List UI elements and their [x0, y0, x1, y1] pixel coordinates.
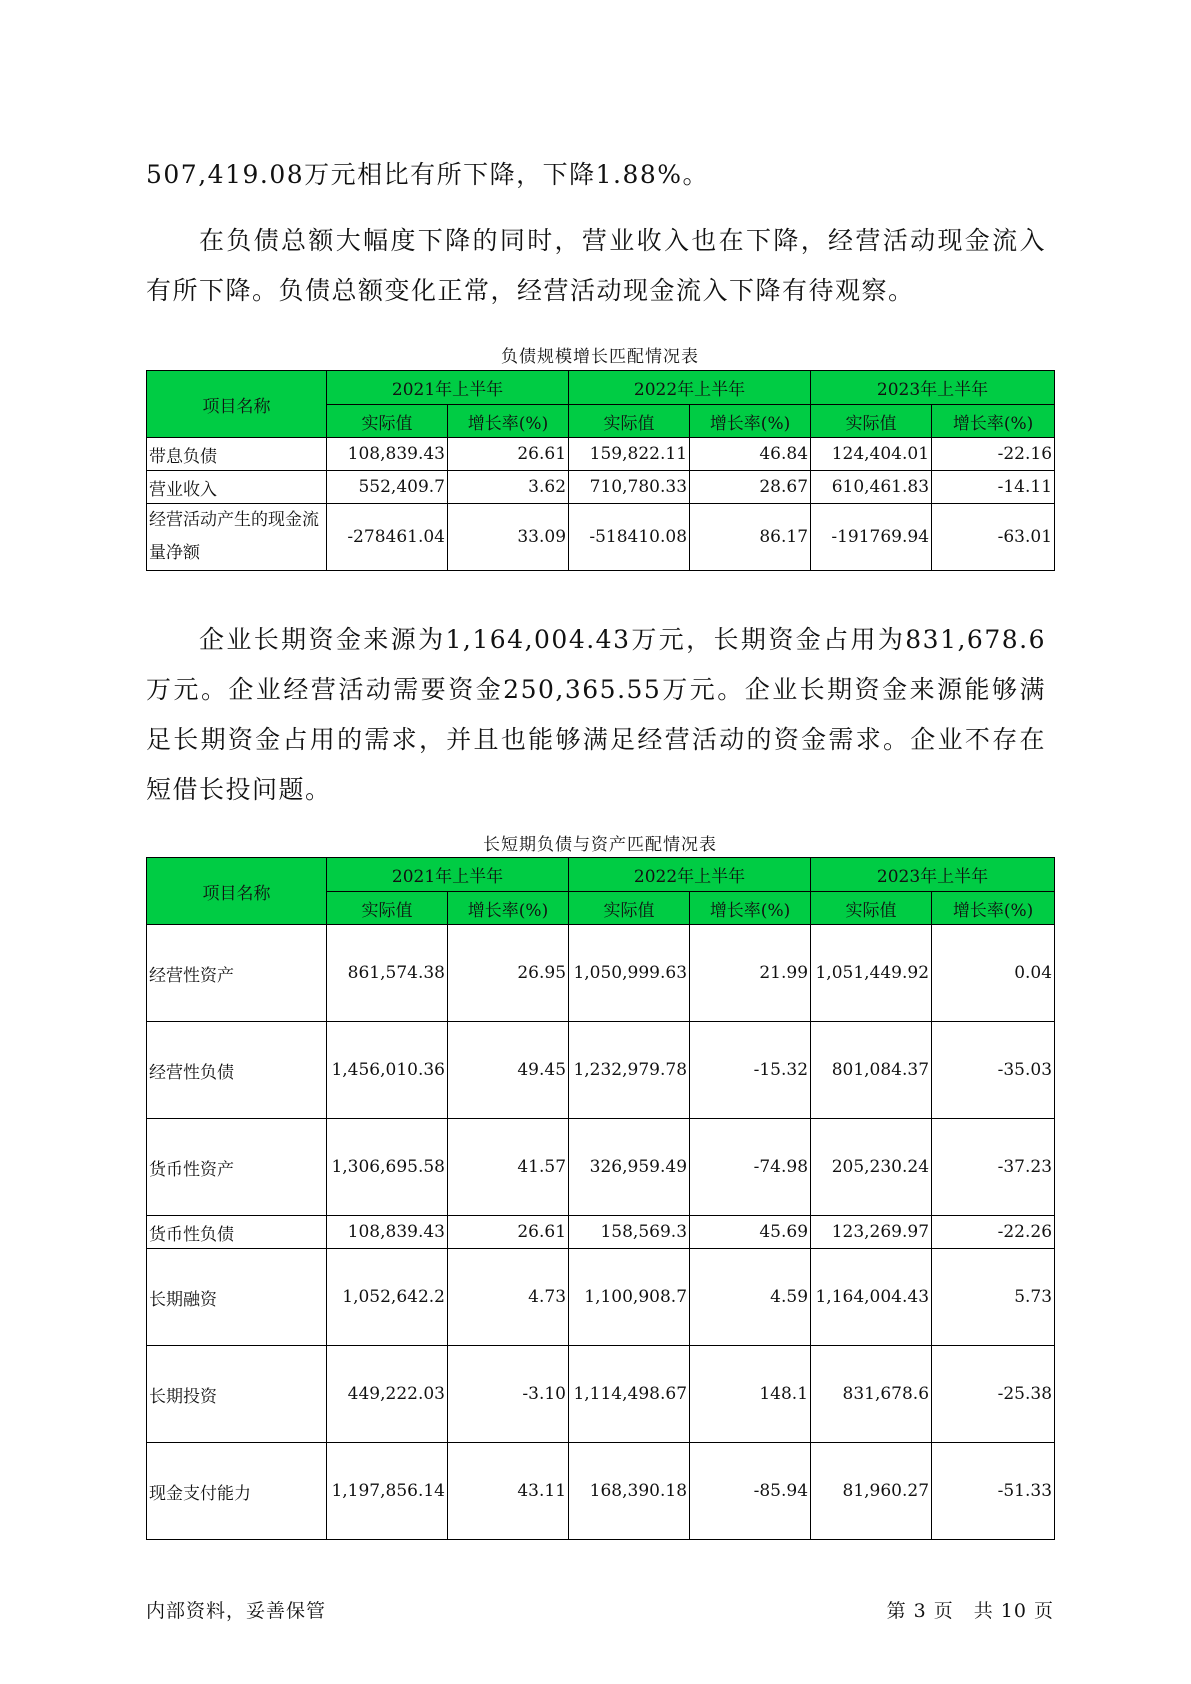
table-row	[147, 471, 1055, 504]
cell-value: -51.33	[932, 1443, 1055, 1540]
table-row	[147, 1216, 1055, 1249]
paragraph-3: 企业长期资金来源为1,164,004.43万元，长期资金占用为831,678.6万元。企业经营活动需要资金250,365.55万元。企业长期资金来源能够满足长期资金占用的需求，并且也能够满足经营活动的资金需求。企业不存在短借长投问题。	[146, 625, 1046, 804]
cell-value: 148.1	[690, 1346, 811, 1443]
header-growth: 增长率(%)	[690, 892, 811, 925]
cell-value: 3.62	[448, 471, 569, 504]
cell-value: -22.16	[932, 438, 1055, 471]
header-item-name: 项目名称	[147, 371, 327, 438]
cell-value: 108,839.43	[327, 1216, 448, 1249]
header-actual: 实际值	[811, 405, 932, 438]
row-name: 经营性资产	[147, 925, 327, 1022]
paragraph-2: 在负债总额大幅度下降的同时，营业收入也在下降，经营活动现金流入有所下降。负债总额变化正常，经营活动现金流入下降有待观察。	[146, 226, 1046, 305]
cell-value: 33.09	[448, 504, 569, 571]
cell-value: 1,197,856.14	[327, 1443, 448, 1540]
cell-value: 1,456,010.36	[327, 1022, 448, 1119]
cell-value: 26.61	[448, 438, 569, 471]
header-actual: 实际值	[569, 405, 690, 438]
header-year-2023: 2023年上半年	[811, 858, 1055, 892]
row-name: 经营活动产生的现金流量净额	[147, 504, 327, 571]
cell-value: 123,269.97	[811, 1216, 932, 1249]
cell-value: 449,222.03	[327, 1346, 448, 1443]
cell-value: 4.59	[690, 1249, 811, 1346]
header-growth: 增长率(%)	[690, 405, 811, 438]
cell-value: -14.11	[932, 471, 1055, 504]
cell-value: 326,959.49	[569, 1119, 690, 1216]
cell-value: 158,569.3	[569, 1216, 690, 1249]
cell-value: 5.73	[932, 1249, 1055, 1346]
cell-value: -35.03	[932, 1022, 1055, 1119]
paragraph-1: 507,419.08万元相比有所下降，下降1.88%。	[146, 160, 710, 189]
cell-value: -37.23	[932, 1119, 1055, 1216]
header-growth: 增长率(%)	[932, 892, 1055, 925]
row-name: 营业收入	[147, 471, 327, 504]
table-row	[147, 925, 1055, 1022]
cell-value: 43.11	[448, 1443, 569, 1540]
row-name: 带息负债	[147, 438, 327, 471]
cell-value: 46.84	[690, 438, 811, 471]
row-name: 经营性负债	[147, 1022, 327, 1119]
table-row	[147, 1443, 1055, 1540]
cell-value: -191769.94	[811, 504, 932, 571]
cell-value: 1,100,908.7	[569, 1249, 690, 1346]
cell-value: 710,780.33	[569, 471, 690, 504]
cell-value: 28.67	[690, 471, 811, 504]
cell-value: -518410.08	[569, 504, 690, 571]
cell-value: -22.26	[932, 1216, 1055, 1249]
table-row	[147, 504, 1055, 571]
cell-value: 1,050,999.63	[569, 925, 690, 1022]
header-year-2023: 2023年上半年	[811, 371, 1055, 405]
row-name: 货币性负债	[147, 1216, 327, 1249]
table1-caption: 负债规模增长匹配情况表	[501, 347, 699, 367]
cell-value: 108,839.43	[327, 438, 448, 471]
cell-value: -278461.04	[327, 504, 448, 571]
header-year-2022: 2022年上半年	[569, 371, 811, 405]
header-growth: 增长率(%)	[448, 892, 569, 925]
cell-value: -63.01	[932, 504, 1055, 571]
cell-value: 86.17	[690, 504, 811, 571]
cell-value: 831,678.6	[811, 1346, 932, 1443]
cell-value: 1,052,642.2	[327, 1249, 448, 1346]
table-row	[147, 438, 1055, 471]
cell-value: 45.69	[690, 1216, 811, 1249]
table2-caption: 长短期负债与资产匹配情况表	[483, 835, 717, 855]
cell-value: 41.57	[448, 1119, 569, 1216]
cell-value: -3.10	[448, 1346, 569, 1443]
header-growth: 增长率(%)	[448, 405, 569, 438]
cell-value: 26.61	[448, 1216, 569, 1249]
header-growth: 增长率(%)	[932, 405, 1055, 438]
cell-value: 168,390.18	[569, 1443, 690, 1540]
cell-value: 610,461.83	[811, 471, 932, 504]
cell-value: 861,574.38	[327, 925, 448, 1022]
header-year-2021: 2021年上半年	[327, 371, 569, 405]
cell-value: 0.04	[932, 925, 1055, 1022]
cell-value: 1,114,498.67	[569, 1346, 690, 1443]
cell-value: 159,822.11	[569, 438, 690, 471]
cell-value: -15.32	[690, 1022, 811, 1119]
cell-value: -85.94	[690, 1443, 811, 1540]
cell-value: -74.98	[690, 1119, 811, 1216]
cell-value: 801,084.37	[811, 1022, 932, 1119]
header-actual: 实际值	[327, 405, 448, 438]
cell-value: 1,232,979.78	[569, 1022, 690, 1119]
header-actual: 实际值	[569, 892, 690, 925]
footer-page-number: 第 3 页 共 10 页	[886, 1600, 1054, 1622]
cell-value: 205,230.24	[811, 1119, 932, 1216]
header-year-2021: 2021年上半年	[327, 858, 569, 892]
cell-value: 81,960.27	[811, 1443, 932, 1540]
long-short-term-match-table	[146, 857, 1055, 1540]
cell-value: 1,306,695.58	[327, 1119, 448, 1216]
cell-value: 1,164,004.43	[811, 1249, 932, 1346]
cell-value: 4.73	[448, 1249, 569, 1346]
cell-value: 1,051,449.92	[811, 925, 932, 1022]
cell-value: 49.45	[448, 1022, 569, 1119]
row-name: 长期投资	[147, 1346, 327, 1443]
table-row	[147, 1346, 1055, 1443]
header-actual: 实际值	[811, 892, 932, 925]
footer-left: 内部资料，妥善保管	[146, 1600, 327, 1622]
row-name: 货币性资产	[147, 1119, 327, 1216]
table-row	[147, 1022, 1055, 1119]
cell-value: 21.99	[690, 925, 811, 1022]
header-item-name: 项目名称	[147, 858, 327, 925]
debt-scale-growth-table	[146, 370, 1055, 571]
table-row	[147, 1119, 1055, 1216]
cell-value: 552,409.7	[327, 471, 448, 504]
cell-value: 26.95	[448, 925, 569, 1022]
row-name: 长期融资	[147, 1249, 327, 1346]
header-year-2022: 2022年上半年	[569, 858, 811, 892]
cell-value: 124,404.01	[811, 438, 932, 471]
cell-value: -25.38	[932, 1346, 1055, 1443]
row-name: 现金支付能力	[147, 1443, 327, 1540]
header-actual: 实际值	[327, 892, 448, 925]
table-row	[147, 1249, 1055, 1346]
